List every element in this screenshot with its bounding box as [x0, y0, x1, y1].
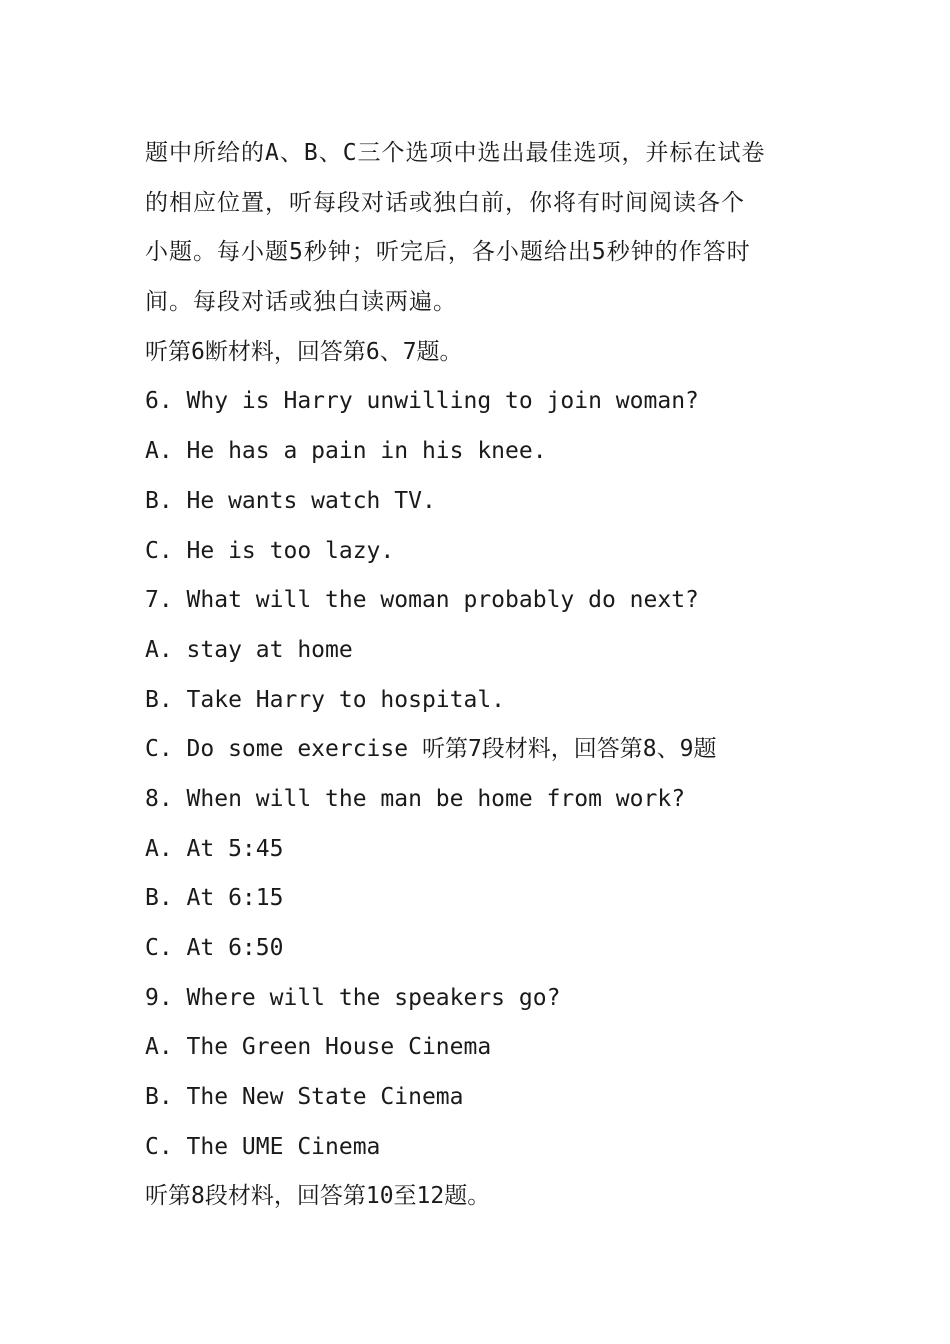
question-8-option-b: B. At 6:15	[145, 885, 284, 912]
section-8-heading: 听第8段材料，回答第10至12题。	[145, 1183, 491, 1210]
instruction-line-3: 小题。每小题5秒钟；听完后，各小题给出5秒钟的作答时	[145, 239, 751, 266]
question-6: 6. Why is Harry unwilling to join woman?	[145, 388, 699, 415]
instruction-line-4: 间。每段对话或独白读两遍。	[145, 289, 457, 316]
question-9: 9. Where will the speakers go?	[145, 984, 561, 1011]
question-7-option-a: A. stay at home	[145, 636, 353, 663]
question-8: 8. When will the man be home from work?	[145, 785, 686, 812]
question-7: 7. What will the woman probably do next?	[145, 587, 699, 614]
question-6-option-b: B. He wants watch TV.	[145, 487, 436, 514]
section-6-heading: 听第6断材料，回答第6、7题。	[145, 338, 463, 365]
question-8-option-c: C. At 6:50	[145, 935, 284, 961]
question-6-option-a: A. He has a pain in his knee.	[145, 438, 547, 465]
question-6-option-c: C. He is too lazy.	[145, 537, 395, 564]
question-9-option-c: C. The UME Cinema	[145, 1133, 381, 1160]
exam-content	[145, 129, 815, 1222]
instruction-line-1: 题中所给的A、B、C三个选项中选出最佳选项，并标在试卷	[145, 140, 766, 166]
question-9-option-a: A. The Green House Cinema	[145, 1034, 492, 1061]
question-8-option-a: A. At 5:45	[145, 835, 284, 862]
instruction-line-2: 的相应位置，听每段对话或独白前，你将有时间阅读各个	[145, 189, 745, 216]
question-7-option-c: C. Do some exercise 听第7段材料，回答第8、9题	[145, 736, 717, 763]
question-7-option-b: B. Take Harry to hospital.	[145, 686, 506, 713]
question-9-option-b: B. The New State Cinema	[145, 1084, 464, 1111]
